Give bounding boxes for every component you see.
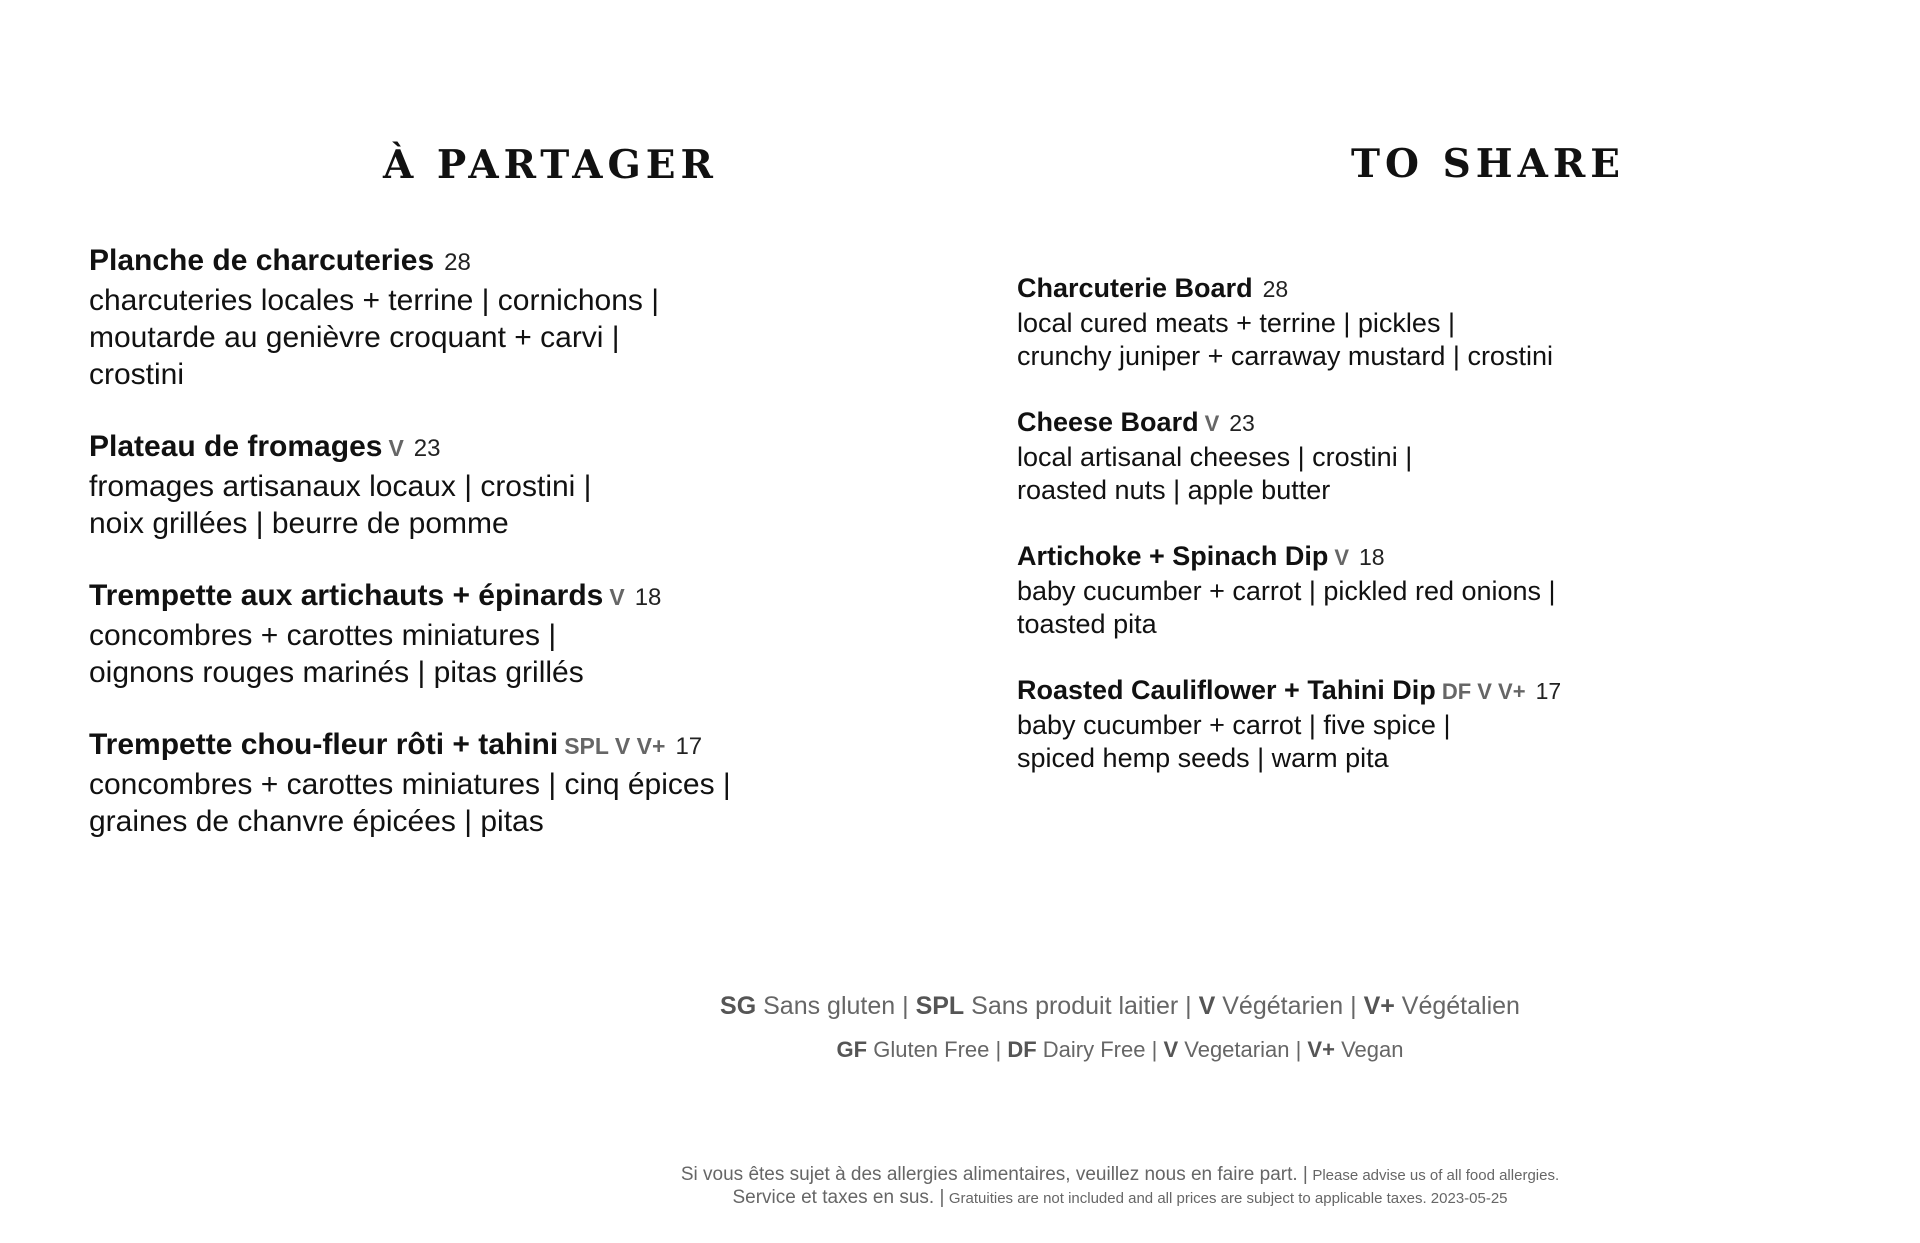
legend-code: V+ xyxy=(1307,1037,1335,1062)
menu-item-price: 17 xyxy=(1535,678,1562,704)
menu-item-description-line: fromages artisanaux locaux | crostini | xyxy=(89,470,592,503)
menu-item xyxy=(89,242,849,393)
dietary-tags: SPL V V+ xyxy=(564,733,666,759)
menu-item xyxy=(89,577,849,691)
allergy-notice-french: Si vous êtes sujet à des allergies alimentaires, veuillez nous en faire part. | xyxy=(680,1164,1308,1185)
menu-item-description-line: local cured meats + terrine | pickles | xyxy=(1017,308,1455,338)
dietary-tags: V xyxy=(609,584,625,610)
menu-item-description-line: graines de chanvre épicées | pitas xyxy=(89,805,544,838)
legend-code: SPL xyxy=(915,992,965,1020)
menu-item-description-line: spiced hemp seeds | warm pita xyxy=(1017,743,1389,773)
menu-item-price: 23 xyxy=(1229,410,1255,436)
menu-item-name: Cheese Board xyxy=(1017,407,1199,437)
legend-code: GF xyxy=(836,1037,868,1062)
allergy-notice xyxy=(0,1164,1920,1186)
legend-code: V xyxy=(1198,992,1216,1020)
menu-item-title xyxy=(1017,539,1737,575)
menu-item-price: 18 xyxy=(634,584,662,611)
english-section-heading: TO SHARE xyxy=(1351,141,1625,187)
menu-item xyxy=(89,428,849,542)
menu-item xyxy=(1017,673,1737,775)
menu-item-description-line: crunchy juniper + carraway mustard | crostini xyxy=(1017,341,1553,371)
legend-separator: | xyxy=(989,1037,1008,1062)
legend-code: DF xyxy=(1007,1037,1037,1062)
menu-item-description-line: toasted pita xyxy=(1017,609,1157,639)
menu-item-title xyxy=(89,726,849,766)
legend-label: Vegan xyxy=(1341,1037,1404,1062)
menu-item-description-line: baby cucumber + carrot | five spice | xyxy=(1017,710,1451,740)
legend-separator: | xyxy=(1178,992,1199,1020)
taxes-notice-french: Service et taxes en sus. | xyxy=(732,1187,945,1208)
menu-item-title xyxy=(89,242,849,282)
menu-item-description-line: roasted nuts | apple butter xyxy=(1017,475,1331,505)
legend-separator: | xyxy=(1343,992,1364,1020)
legend-label: Végétalien xyxy=(1401,992,1520,1020)
menu-item-name: Trempette aux artichauts + épinards xyxy=(89,579,604,612)
dietary-legend-french xyxy=(0,992,1920,1021)
menu-item xyxy=(1017,405,1737,507)
menu-item-name: Roasted Cauliflower + Tahini Dip xyxy=(1017,675,1436,705)
legend-separator: | xyxy=(1289,1037,1308,1062)
menu-item-name: Planche de charcuteries xyxy=(89,244,435,277)
menu-item-name: Artichoke + Spinach Dip xyxy=(1017,541,1329,571)
menu-item-price: 23 xyxy=(413,435,441,462)
legend-code: V+ xyxy=(1363,992,1395,1020)
menu-item-price: 28 xyxy=(444,249,471,276)
menu-item xyxy=(1017,271,1737,373)
menu-item-description-line: noix grillées | beurre de pomme xyxy=(89,507,509,540)
legend-label: Sans produit laitier xyxy=(971,992,1179,1020)
menu-item xyxy=(1017,539,1737,641)
menu-item-description-line: crostini xyxy=(89,358,185,391)
menu-item-description-line: moutarde au genièvre croquant + carvi | xyxy=(89,321,620,354)
dietary-tags: V xyxy=(1204,411,1220,436)
menu-item-description-line: concombres + carottes miniatures | xyxy=(89,619,557,652)
menu-item-description-line: oignons rouges marinés | pitas grillés xyxy=(89,656,584,689)
menu-item-name: Trempette chou-fleur rôti + tahini xyxy=(89,728,559,761)
menu-item-description-line: charcuteries locales + terrine | cornichons | xyxy=(89,284,660,317)
legend-separator: | xyxy=(1145,1037,1164,1062)
menu-item-price: 28 xyxy=(1262,276,1289,302)
french-section-heading: À PARTAGER xyxy=(383,142,718,188)
legend-label: Gluten Free xyxy=(873,1037,990,1062)
dietary-tags: DF V V+ xyxy=(1441,679,1526,704)
legend-label: Sans gluten xyxy=(763,992,896,1020)
english-menu-column xyxy=(1017,271,1737,807)
legend-label: Vegetarian xyxy=(1184,1037,1290,1062)
taxes-notice xyxy=(0,1187,1920,1209)
legend-label: Dairy Free xyxy=(1042,1037,1146,1062)
french-menu-column xyxy=(89,242,849,875)
menu-item-description-line: concombres + carottes miniatures | cinq épices | xyxy=(89,768,731,801)
menu-item-title xyxy=(1017,673,1737,709)
dietary-tags: V xyxy=(388,435,404,461)
taxes-notice-english: Gratuities are not included and all prices are subject to applicable taxes. 2023-05-25 xyxy=(948,1190,1508,1207)
dietary-legend-english xyxy=(0,1037,1920,1063)
legend-code: SG xyxy=(720,992,757,1020)
menu-item-name: Plateau de fromages xyxy=(89,430,383,463)
legend-label: Végétarien xyxy=(1222,992,1344,1020)
menu-item-title xyxy=(1017,405,1737,441)
legend-separator: | xyxy=(895,992,916,1020)
menu-item-title xyxy=(89,577,849,617)
menu-item-price: 17 xyxy=(675,733,703,760)
menu-item-title xyxy=(89,428,849,468)
dietary-tags: V xyxy=(1334,545,1350,570)
menu-item-price: 18 xyxy=(1359,544,1385,570)
menu-item-name: Charcuterie Board xyxy=(1017,273,1253,303)
menu-item xyxy=(89,726,849,840)
legend-code: V xyxy=(1163,1037,1179,1062)
menu-item-title xyxy=(1017,271,1737,307)
menu-item-description-line: baby cucumber + carrot | pickled red onions | xyxy=(1017,576,1556,606)
allergy-notice-english: Please advise us of all food allergies. xyxy=(1312,1167,1560,1184)
menu-item-description-line: local artisanal cheeses | crostini | xyxy=(1017,442,1413,472)
